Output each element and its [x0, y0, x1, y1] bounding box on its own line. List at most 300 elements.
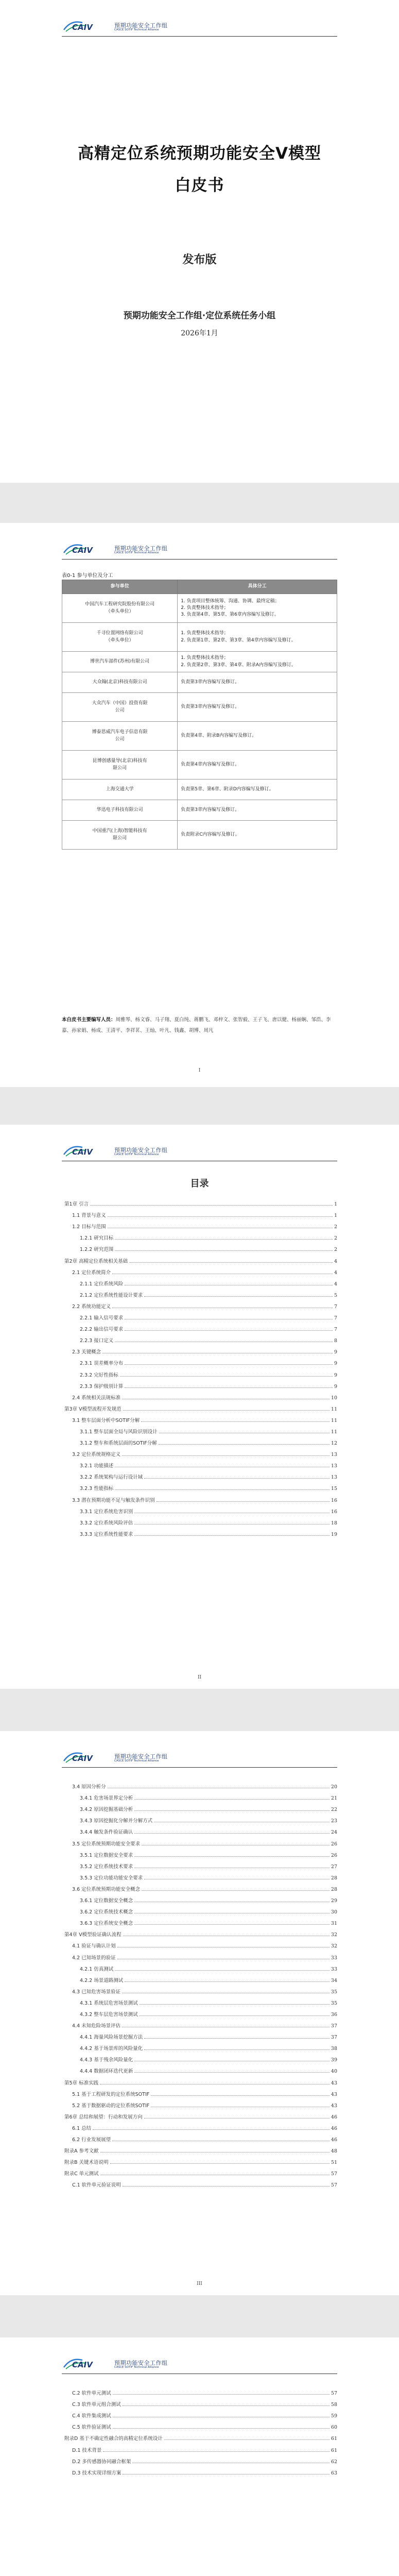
- page-header: [62, 2356, 337, 2374]
- unit-name-line: 博世汽车部件(苏州)有限公司: [90, 658, 150, 664]
- table-row: [62, 821, 337, 850]
- toc-entry-page: 39: [331, 2057, 337, 2063]
- toc-leader-dots: [125, 1981, 329, 1982]
- toc-entry-page: 4: [334, 1258, 337, 1264]
- work-line: 2. 负责整体技术指导；: [181, 605, 229, 611]
- toc-entry-label: 2.1.2 定位系统性能设计要求: [80, 1292, 143, 1298]
- unit-cell: [62, 751, 178, 779]
- toc-entry-label: 2.2.1 输入信号要求: [80, 1315, 124, 1321]
- work-line: 负责第3章内容编写及修订。: [181, 807, 239, 812]
- toc-entry-label: 3.5.2 定位系统技术要求: [80, 1863, 133, 1870]
- toc-entry-page: 2: [334, 1224, 337, 1230]
- toc-entry-page: 1: [334, 1201, 337, 1208]
- toc-leader-dots: [113, 2394, 329, 2395]
- work-cell: [178, 800, 337, 821]
- toc-entry[interactable]: [64, 1938, 337, 1949]
- toc-entry[interactable]: [64, 1835, 337, 1846]
- toc-entry[interactable]: [64, 2006, 337, 2018]
- toc-entry-page: 40: [331, 2069, 337, 2075]
- table-row: [62, 672, 337, 693]
- toc-entry[interactable]: [64, 2165, 337, 2177]
- toc-entry-page: 57: [331, 2182, 337, 2189]
- toc-leader-dots: [93, 2129, 329, 2130]
- toc-entry-label: 2.1 定位系统简介: [72, 1269, 111, 1276]
- toc-entry-page: 28: [331, 1886, 337, 1892]
- toc-entry[interactable]: [64, 1503, 337, 1515]
- toc-entry-label: 1.2.1 研究目标: [80, 1235, 114, 1242]
- toc-entry-page: 35: [331, 1989, 337, 1995]
- toc-entry-label: 3.6.2 定位系统技术概念: [80, 1909, 133, 1916]
- toc-entry[interactable]: [64, 1961, 337, 1972]
- table-body: [62, 594, 337, 850]
- toc-leader-dots: [120, 1376, 333, 1377]
- toc-leader-dots: [90, 1205, 333, 1206]
- unit-name-line: 大众汽车（中国）投资有限: [92, 701, 148, 706]
- org-name: 预期功能安全工作组: [114, 545, 168, 552]
- members-label: 本白皮书主要编写人员：: [62, 1017, 116, 1023]
- toc-entry-page: 60: [331, 2425, 337, 2431]
- toc-entry[interactable]: [64, 2396, 337, 2408]
- table-row: [62, 623, 337, 652]
- toc-entry-label: 3.4 原因分析分: [72, 1784, 106, 1790]
- toc-entry-page: 21: [331, 1795, 337, 1802]
- toc-entry[interactable]: [64, 2419, 337, 2430]
- toc-entry[interactable]: [64, 2453, 337, 2465]
- page-header: [62, 19, 337, 37]
- toc-entry-label: 4.1 验证与确认计划: [72, 1943, 116, 1950]
- toc-entry[interactable]: [64, 2465, 337, 2476]
- toc-entry-page: 38: [331, 2046, 337, 2052]
- toc-entry-page: 2: [334, 1235, 337, 1242]
- toc-entry-page: 32: [331, 1943, 337, 1950]
- page-header: [62, 541, 337, 560]
- toc-leader-dots: [125, 1330, 333, 1331]
- members-paragraph: [62, 1015, 337, 1037]
- table-row: [62, 800, 337, 821]
- toc-entry-label: 3.2.3 性能指标: [80, 1486, 114, 1492]
- toc-entry-page: 51: [331, 2160, 337, 2166]
- org-logo: [62, 541, 111, 556]
- unit-name-line: 博泰思威汽车电子信息有限: [92, 730, 148, 735]
- toc-entry[interactable]: [64, 2177, 337, 2188]
- unit-cell: [62, 623, 178, 652]
- toc-entry-page: 37: [331, 2035, 337, 2041]
- toc-leader-dots: [125, 1364, 333, 1365]
- toc-entry-page: 48: [331, 2148, 337, 2155]
- toc-entry-label: 3.5.3 定位功能功能安全要求: [80, 1875, 143, 1881]
- toc-entry-label: 3.1.2 整车和系统层面的SOTIF分解: [80, 1440, 157, 1447]
- table-row: [62, 693, 337, 722]
- toc-entry-page: 19: [331, 1531, 337, 1537]
- toc-leader-dots: [123, 2405, 329, 2406]
- column-header: 具体分工: [178, 580, 337, 594]
- toc-entry[interactable]: [64, 1984, 337, 1995]
- toc-leader-dots: [110, 2163, 329, 2164]
- toc-entry-label: 3.5 定位系统预期功能安全要求: [72, 1841, 141, 1847]
- toc-entry[interactable]: [64, 1435, 337, 1446]
- toc-leader-dots: [141, 1421, 329, 1422]
- toc-leader-dots: [125, 1387, 333, 1388]
- table-row: [62, 779, 337, 800]
- toc-entry[interactable]: [64, 1252, 337, 1264]
- toc-entry-label: 4.2.2 场景道路测试: [80, 1977, 124, 1984]
- work-line: 3. 负责第4章、第5章、第6章内容编写及修订。: [181, 612, 279, 618]
- members-list: 周雅琴、杨文睿、马子翔、夏白纯、蒋鹏飞、邓梓文、张智毅、王子飞、唐以健、杨丽娴、邹浩、李嘉、孙家娟、杨成、王清平、李祥茗、王灿、叶凡、钱鑫、胡博、周凡: [62, 1017, 331, 1033]
- toc-entry[interactable]: [64, 1401, 337, 1412]
- toc-entry[interactable]: [64, 1926, 337, 1938]
- toc-entry[interactable]: [64, 1366, 337, 1378]
- toc-entry-page: 28: [331, 1875, 337, 1881]
- toc-entry[interactable]: [64, 1904, 337, 1915]
- toc-entry-label: 第1章 引言: [64, 1201, 89, 1208]
- toc-entry[interactable]: [64, 1480, 337, 1492]
- org-logo: [62, 1750, 111, 1764]
- toc-entry[interactable]: [64, 1492, 337, 1503]
- toc-entry-label: D.2 多传感器协同融合框架: [72, 2459, 131, 2465]
- toc-entry-page: 61: [331, 2447, 337, 2453]
- work-line: 负责第4章、附录B内容编写及修订。: [181, 733, 257, 738]
- toc-entry-page: 24: [331, 1829, 337, 1836]
- unit-name-line: （牵头单位）: [106, 608, 134, 614]
- toc-entry-label: 4.4 未知危险场景评估: [72, 2023, 121, 2029]
- toc-entry-page: 29: [331, 1898, 337, 1904]
- toc-entry-page: 13: [331, 1452, 337, 1458]
- toc-leader-dots: [134, 1810, 329, 1811]
- toc-entry[interactable]: [64, 1310, 337, 1321]
- toc-entry-label: 4.3.1 系统层危害场景测试: [80, 2000, 138, 2006]
- toc-entry[interactable]: [64, 1378, 337, 1389]
- toc-entry-label: 3.2 定位系统规格定义: [72, 1452, 121, 1458]
- toc-entry-label: 附录B 关键术语说明: [64, 2160, 109, 2166]
- toc-leader-dots: [123, 2474, 329, 2475]
- toc-entry-page: 59: [331, 2413, 337, 2419]
- toc-entry-page: 46: [331, 2114, 337, 2120]
- toc-page-1: [0, 1125, 399, 1689]
- unit-name-line: 公司: [115, 707, 125, 713]
- toc-entry-label: 3.6.1 定位数据安全概念: [80, 1898, 133, 1904]
- unit-cell: [62, 652, 178, 672]
- toc-entry[interactable]: [64, 1858, 337, 1870]
- toc-entry-label: 1.2.2 研究范围: [80, 1247, 114, 1253]
- toc-entry-page: 46: [331, 2137, 337, 2143]
- toc-entry-label: 1.2 目标与范围: [72, 1224, 106, 1230]
- toc-entry-label: 2.3.1 误差概率分布: [80, 1361, 124, 1367]
- toc-entry-page: 13: [331, 1463, 337, 1469]
- unit-cell: [62, 693, 178, 722]
- toc-entry-label: 3.3.3 定位系统性能要求: [80, 1531, 133, 1537]
- toc-entry[interactable]: [64, 2018, 337, 2029]
- toc-entry[interactable]: [64, 1949, 337, 1960]
- toc-entry-page: 4: [334, 1281, 337, 1287]
- toc-entry-page: 9: [334, 1361, 337, 1367]
- org-name: 预期功能安全工作组: [114, 1753, 168, 1760]
- cover-title-line1: 高精定位系统预期功能安全V模型: [78, 144, 321, 163]
- page-header: [62, 1143, 337, 1161]
- toc-entry-page: 9: [334, 1383, 337, 1389]
- svg-text:CAIV: CAIV: [72, 1147, 93, 1157]
- toc-entry-label: 2.2.3 接口定义: [80, 1338, 114, 1344]
- toc-entry-label: 3.5.1 定位数据安全要求: [80, 1852, 133, 1858]
- unit-name-line: 限公司: [113, 765, 127, 771]
- work-line: 1. 负责整体技术指导；: [181, 631, 229, 636]
- toc-entry[interactable]: [64, 1218, 337, 1230]
- toc-entry[interactable]: [64, 1230, 337, 1241]
- toc-entry-label: 2.3.2 完好性指标: [80, 1372, 118, 1378]
- toc-leader-dots: [142, 1890, 329, 1891]
- toc-entry-page: 35: [331, 2000, 337, 2006]
- toc-entry-page: 31: [331, 1921, 337, 1927]
- org-name-en: CASCE SOTIF Technical Alliance: [114, 1759, 159, 1762]
- toc-entry-page: 37: [331, 2023, 337, 2029]
- toc-entry-label: 3.6 定位系统预期功能安全概念: [72, 1886, 141, 1892]
- toc-entry[interactable]: [64, 1892, 337, 1904]
- toc-entry-page: 4: [334, 1269, 337, 1276]
- unit-name-line: 中国汽车工程研究院股份有限公司: [85, 602, 155, 607]
- toc-entry-page: 9: [334, 1372, 337, 1378]
- toc-leader-dots: [140, 2015, 329, 2016]
- table-row: [62, 652, 337, 672]
- toc-entry-label: C.2 软件单元测试: [72, 2391, 111, 2397]
- toc-entry[interactable]: [64, 1332, 337, 1344]
- toc-entry[interactable]: [64, 1881, 337, 1892]
- unit-name-line: 华迅电子科技有限公司: [96, 807, 143, 812]
- toc-entry[interactable]: [64, 2086, 337, 2097]
- work-line: 负责附录C内容编写及修订。: [181, 832, 240, 837]
- toc-entry[interactable]: [64, 1446, 337, 1458]
- org-name: 预期功能安全工作组: [114, 22, 168, 29]
- toc-entry[interactable]: [64, 1870, 337, 1881]
- toc-entry-page: 2: [334, 1247, 337, 1253]
- svg-text:CAIV: CAIV: [72, 23, 93, 32]
- toc-entry[interactable]: [64, 1276, 337, 1287]
- work-cell: [178, 672, 337, 693]
- units-table: [62, 580, 337, 850]
- unit-cell: [62, 722, 178, 751]
- toc-entry[interactable]: [64, 1972, 337, 1984]
- toc-entry-label: 4.2.1 仿真测试: [80, 1966, 114, 1972]
- toc-entry-label: 2.1.1 定位系统风险: [80, 1281, 124, 1287]
- toc-entry-label: 4.4.1 海量风险场景挖掘方法: [80, 2035, 143, 2041]
- toc-entry[interactable]: [64, 1915, 337, 1926]
- toc-entry-label: 3.4.1 危害场景界定分析: [80, 1795, 133, 1802]
- toc-entry-page: 11: [331, 1429, 337, 1435]
- toc-entry-label: 2.4 系统相关法规标准: [72, 1395, 121, 1401]
- cover-page: [0, 0, 399, 483]
- units-page: [0, 523, 399, 1087]
- work-line: 负责第3章内容编写及修订。: [181, 679, 239, 685]
- toc-leader-dots: [115, 1489, 329, 1490]
- org-logo: [62, 2356, 111, 2370]
- toc-entry-label: 6.2 行业发展展望: [72, 2137, 111, 2143]
- toc-entry-page: 46: [331, 2125, 337, 2131]
- toc-entry-label: 附录D 基于不确定性融合的高精定位系统设计: [64, 2436, 163, 2442]
- toc-entry-page: 30: [331, 1909, 337, 1916]
- toc-entry-label: 4.4.2 基于场景库的风险量化: [80, 2046, 143, 2052]
- toc-entry[interactable]: [64, 2154, 337, 2165]
- toc-entry[interactable]: [64, 2408, 337, 2419]
- unit-cell: [62, 594, 178, 623]
- unit-name-line: 千寻位置网络有限公司: [96, 631, 143, 636]
- toc-entry-label: 3.3 潜在预期功能不足与触发条件识别: [72, 1497, 155, 1503]
- toc-entry-page: 16: [331, 1509, 337, 1515]
- toc-entry-label: 3.1 整车层面分析中SOTIF分解: [72, 1417, 140, 1423]
- toc-entry[interactable]: [64, 2074, 337, 2086]
- toc-entry[interactable]: [64, 1264, 337, 1276]
- toc-entry-label: D.1 技术背景: [72, 2447, 102, 2453]
- toc-entry[interactable]: [64, 2385, 337, 2396]
- toc-entry-label: 5.2 基于数据驱动的定位系统SOTIF: [72, 2103, 150, 2109]
- toc-entry[interactable]: [64, 1321, 337, 1332]
- toc-entry-label: 3.4.2 原因挖掘基础分析: [80, 1807, 133, 1813]
- toc-entry[interactable]: [64, 1389, 337, 1401]
- org-name-en: CASCE SOTIF Technical Alliance: [114, 1153, 159, 1156]
- toc-entry[interactable]: [64, 1423, 337, 1435]
- unit-name-line: （牵头单位）: [106, 637, 134, 643]
- toc-entry-label: 3.6.3 定位系统安全概念: [80, 1921, 133, 1927]
- toc-entry-page: 32: [331, 1932, 337, 1938]
- toc-entry[interactable]: [64, 1355, 337, 1366]
- toc-leader-dots: [159, 1444, 329, 1445]
- toc-entry-page: 43: [331, 2080, 337, 2086]
- toc-entry-label: 2.3.3 保护级别计算: [80, 1383, 124, 1389]
- toc-entry-label: 3.3.2 定位系统风险评估: [80, 1520, 133, 1526]
- toc-entry[interactable]: [64, 1241, 337, 1252]
- toc-entry-page: 58: [331, 2402, 337, 2408]
- toc-entry-page: 26: [331, 1841, 337, 1847]
- toc-entry[interactable]: [64, 2143, 337, 2154]
- toc-page-2: [0, 1731, 399, 2295]
- toc-entry[interactable]: [64, 1458, 337, 1469]
- toc-entry[interactable]: [64, 1344, 337, 1355]
- work-line: 1. 负责整体技术指导；: [181, 655, 229, 661]
- work-line: 2. 负责第2章、第3章、第4章、附录A内容编写及修订。: [181, 662, 297, 668]
- work-cell: [178, 623, 337, 652]
- table-caption: 表0-1 参与单位及分工: [62, 573, 113, 579]
- toc-entry-page: 20: [331, 1784, 337, 1790]
- toc-entry[interactable]: [64, 1995, 337, 2006]
- toc-entry-page: 10: [331, 1395, 337, 1401]
- toc-entry[interactable]: [64, 2052, 337, 2063]
- toc-entry[interactable]: [64, 1790, 337, 1801]
- unit-cell: [62, 821, 178, 850]
- toc-entry-page: 13: [331, 1475, 337, 1481]
- toc-leader-dots: [144, 2118, 329, 2119]
- toc-entry-label: 4.3.2 整车层危害场景测试: [80, 2011, 138, 2018]
- toc-entry[interactable]: [64, 1812, 337, 1824]
- toc-entry-page: 62: [331, 2459, 337, 2465]
- page-number: II: [197, 1675, 202, 1680]
- toc-entry-page: 33: [331, 1966, 337, 1972]
- toc-entry-label: D.3 技术实现详细方案: [72, 2470, 122, 2476]
- toc-entry[interactable]: [64, 1515, 337, 1526]
- toc-leader-dots: [144, 2049, 329, 2050]
- toc-list: [64, 1778, 337, 2188]
- toc-leader-dots: [144, 1296, 333, 1297]
- org-logo: [62, 19, 111, 33]
- work-cell: [178, 693, 337, 722]
- column-header: 参与单位: [62, 580, 178, 594]
- toc-entry[interactable]: [64, 1526, 337, 1537]
- toc-entry[interactable]: [64, 2109, 337, 2120]
- toc-entry[interactable]: [64, 2442, 337, 2453]
- toc-entry-page: 61: [331, 2436, 337, 2442]
- toc-entry-label: 2.2.2 输出信号要求: [80, 1327, 124, 1333]
- table-row: [62, 722, 337, 751]
- unit-name-line: 昆博创感量导(北京)科技有: [92, 758, 147, 764]
- toc-entry[interactable]: [64, 2430, 337, 2442]
- unit-name-line: 上海交通大学: [106, 786, 134, 792]
- toc-entry[interactable]: [64, 1801, 337, 1812]
- toc-leader-dots: [164, 2439, 329, 2440]
- toc-entry-label: 1.1 背景与意义: [72, 1213, 106, 1219]
- toc-entry-page: 8: [334, 1338, 337, 1344]
- toc-entry-page: 11: [331, 1417, 337, 1423]
- toc-leader-dots: [140, 2004, 329, 2005]
- toc-leader-dots: [134, 1535, 329, 1536]
- work-cell: [178, 652, 337, 672]
- svg-text:CAIV: CAIV: [72, 546, 93, 555]
- svg-text:CAIV: CAIV: [72, 2360, 93, 2369]
- toc-leader-dots: [144, 2038, 329, 2039]
- toc-leader-dots: [134, 1799, 329, 1800]
- work-cell: [178, 779, 337, 800]
- toc-entry-page: 22: [331, 1807, 337, 1813]
- page-number: I: [198, 1068, 201, 1073]
- toc-entry[interactable]: [64, 1847, 337, 1858]
- toc-entry[interactable]: [64, 1469, 337, 1480]
- toc-leader-dots: [103, 2451, 329, 2452]
- toc-entry-page: 7: [334, 1315, 337, 1321]
- unit-cell: [62, 672, 178, 693]
- org-name: 预期功能安全工作组: [114, 1147, 168, 1154]
- cover-title-line2: 白皮书: [175, 176, 224, 195]
- toc-entry[interactable]: [64, 2063, 337, 2074]
- toc-entry-label: 3.4.3 原因挖掘化分解并分解方式: [80, 1818, 153, 1824]
- toc-entry-label: 第6章 总结和展望：行动和发展方向: [64, 2114, 143, 2120]
- cover-team: 预期功能安全工作组·定位系统任务小组: [123, 311, 276, 321]
- toc-entry[interactable]: [64, 2097, 337, 2109]
- toc-entry[interactable]: [64, 1824, 337, 1835]
- toc-entry[interactable]: [64, 1778, 337, 1790]
- toc-leader-dots: [123, 1410, 329, 1411]
- table-row: [62, 751, 337, 779]
- toc-entry-label: 4.3 已知危害场景验证: [72, 1989, 121, 1995]
- toc-entry-page: 16: [331, 1497, 337, 1503]
- work-cell: [178, 722, 337, 751]
- org-name-en: CASCE SOTIF Technical Alliance: [114, 551, 159, 554]
- toc-entry[interactable]: [64, 2040, 337, 2052]
- toc-entry-label: 3.1.1 整车层面全局与风险识别设计: [80, 1429, 158, 1435]
- toc-leader-dots: [129, 1262, 333, 1263]
- toc-entry-page: 27: [331, 1863, 337, 1870]
- toc-entry-label: C.4 软件集成测试: [72, 2413, 111, 2419]
- toc-entry[interactable]: [64, 1412, 337, 1423]
- toc-leader-dots: [134, 1833, 329, 1834]
- toc-entry[interactable]: [64, 1287, 337, 1298]
- unit-name-line: 公司: [115, 736, 125, 742]
- table-header-row: [62, 580, 337, 594]
- toc-entry[interactable]: [64, 1196, 337, 1207]
- toc-leader-dots: [115, 1250, 333, 1251]
- toc-entry[interactable]: [64, 1298, 337, 1310]
- toc-entry[interactable]: [64, 2131, 337, 2143]
- toc-entry-label: C.1 软件单元验证说明: [72, 2182, 121, 2189]
- toc-entry-page: 57: [331, 2171, 337, 2177]
- toc-entry[interactable]: [64, 1207, 337, 1218]
- toc-entry[interactable]: [64, 2029, 337, 2040]
- toc-entry-page: 43: [331, 2103, 337, 2109]
- toc-entry[interactable]: [64, 2120, 337, 2131]
